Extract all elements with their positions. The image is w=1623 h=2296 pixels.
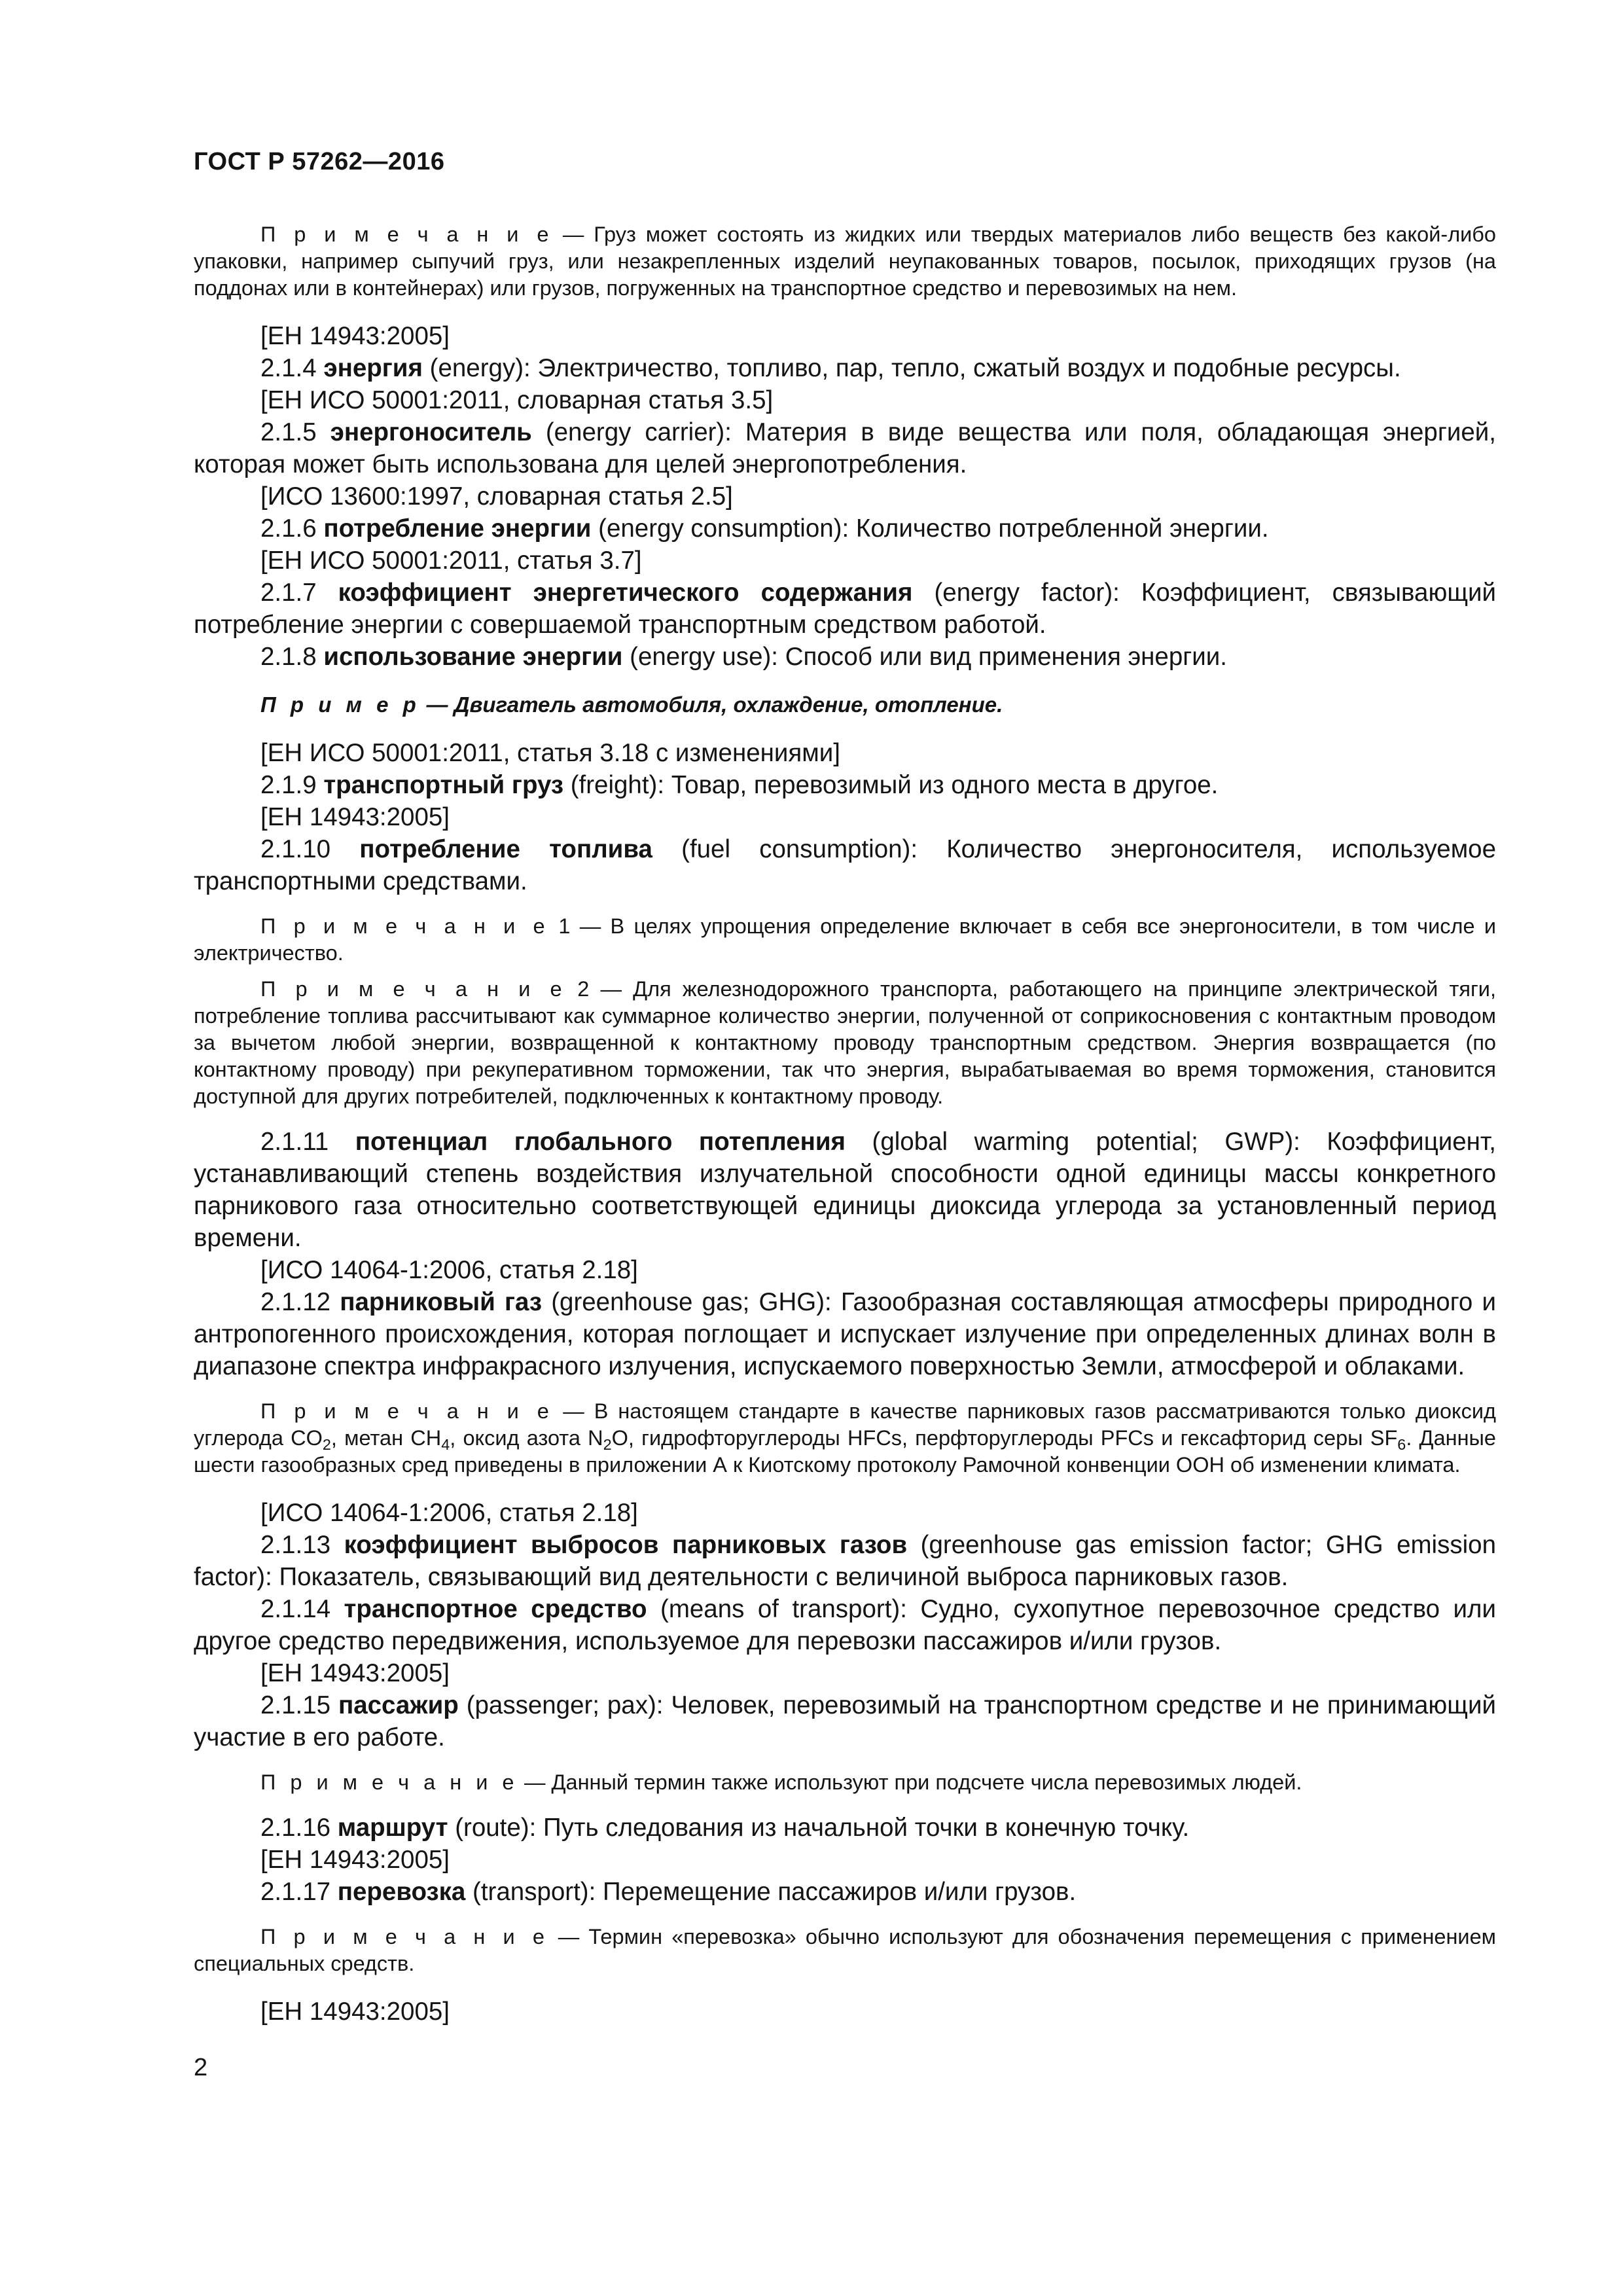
term-name: энергоноситель xyxy=(330,418,532,446)
term-definition: (energy consumption): Количество потребленной энергии. xyxy=(591,514,1269,543)
term-2-1-4 xyxy=(194,352,1496,384)
term-name: перевозка xyxy=(337,1878,466,1906)
term-name: пассажир xyxy=(338,1691,459,1719)
term-number: 2.1.17 xyxy=(260,1878,338,1906)
term-definition: (freight): Товар, перевозимый из одного места в другое. xyxy=(563,771,1219,799)
term-definition: (energy carrier): Материя в виде вещества или поля, обладающая энергией, которая может быть использована для целей энергопотребления. xyxy=(194,418,1496,478)
note-1 xyxy=(194,913,1496,967)
reference: [ИСО 14064-1:2006, статья 2.18] xyxy=(260,1256,638,1284)
term-number: 2.1.10 xyxy=(260,835,360,863)
note-text: 1 — В целях упрощения определение включает в себя все энергоносители, в том числе и электричество. xyxy=(194,914,1496,965)
term-number: 2.1.13 xyxy=(260,1531,344,1559)
note-text: . Данные шести газообразных сред приведены в приложении А к Киотскому протоколу Рамочной конвенции ООН об изменении климата. xyxy=(194,1426,1496,1477)
term-2-1-14 xyxy=(194,1593,1496,1657)
reference: [ЕН ИСО 50001:2011, статья 3.18 с изменениями] xyxy=(260,739,840,767)
term-name: транспортный груз xyxy=(323,771,563,799)
note-2 xyxy=(194,976,1496,1110)
term-definition: (route): Путь следования из начальной точки в конечную точку. xyxy=(448,1814,1190,1842)
term-definition: (energy factor): Коэффициент, связывающий потребление энергии с совершаемой транспортным средством работой. xyxy=(194,579,1497,639)
document-body xyxy=(194,221,1496,2028)
note-label: П р и м е ч а н и е xyxy=(260,977,567,1001)
reference: [ЕН 14943:2005] xyxy=(260,1846,450,1874)
note-text: — В настоящем стандарте в качестве парниковых газов рассматриваются только диоксид углерода CO xyxy=(194,1399,1496,1450)
term-name: потенциал глобального потепления xyxy=(355,1128,846,1156)
note-label: П р и м е ч а н и е xyxy=(260,1399,554,1423)
example-label: П р и м е р xyxy=(260,692,421,717)
term-definition: (global warming potential; GWP): Коэффициент, устанавливающий степень воздействия излучательной способности одной единицы массы конкретного парникового газа относительно соответствующей единицы диоксида углерода за установленный период времени. xyxy=(194,1128,1496,1252)
note-transport xyxy=(194,1924,1496,1977)
term-name: использование энергии xyxy=(323,643,623,671)
term-number: 2.1.16 xyxy=(260,1814,338,1842)
term-number: 2.1.11 xyxy=(260,1128,355,1156)
subscript: 2 xyxy=(322,1436,331,1454)
note-text: — Термин «перевозка» обычно используют для обозначения перемещения с применением специальных средств. xyxy=(194,1925,1496,1975)
term-name: парниковый газ xyxy=(340,1288,543,1316)
note-label: П р и м е ч а н и е xyxy=(260,914,550,938)
term-2-1-17 xyxy=(194,1876,1496,1908)
term-definition: (greenhouse gas; GHG): Газообразная составляющая атмосферы природного и антропогенного происхождения, которая поглощает и испускает излучение при определенных длинах волн в диапазоне спектра инфракрасного излучения, испускаемого поверхностью Земли, атмосферой и облаками. xyxy=(194,1288,1496,1380)
note-cargo xyxy=(194,221,1496,302)
note-label: П р и м е ч а н и е xyxy=(260,1770,518,1794)
document-header: ГОСТ Р 57262—2016 xyxy=(194,148,445,175)
reference: [ИСО 14064-1:2006, статья 2.18] xyxy=(260,1499,638,1527)
note-text: , оксид азота N xyxy=(450,1426,603,1450)
note-label: П р и м е ч а н и е xyxy=(260,223,553,246)
term-number: 2.1.6 xyxy=(260,514,324,543)
term-2-1-6 xyxy=(194,512,1496,545)
note-ghg xyxy=(194,1398,1496,1479)
reference: [ЕН ИСО 50001:2011, статья 3.7] xyxy=(260,547,642,575)
term-name: энергия xyxy=(323,354,423,382)
term-number: 2.1.15 xyxy=(260,1691,338,1719)
example-text: — Двигатель автомобиля, охлаждение, отопление. xyxy=(420,692,1003,717)
term-name: маршрут xyxy=(337,1814,448,1842)
subscript: 2 xyxy=(603,1436,612,1454)
reference: [ЕН 14943:2005] xyxy=(260,803,450,831)
note-text: — Груз может состоять из жидких или твердых материалов либо веществ без какой-либо упаковки, например сыпучий груз, или незакрепленных изделий неупакованных товаров, посылок, приходящих грузов (на поддонах или в контейнерах) или грузов, погруженных на транспортное средство и перевозимых на нем. xyxy=(194,223,1496,300)
term-definition: (passenger; pax): Человек, перевозимый на транспортном средстве и не принимающий участие в его работе. xyxy=(194,1691,1496,1751)
term-name: транспортное средство xyxy=(344,1595,647,1623)
reference: [ЕН 14943:2005] xyxy=(260,1998,450,2026)
subscript: 6 xyxy=(1397,1436,1406,1454)
term-2-1-12 xyxy=(194,1286,1496,1382)
term-name: потребление топлива xyxy=(359,835,652,863)
term-number: 2.1.8 xyxy=(260,643,324,671)
term-2-1-11 xyxy=(194,1126,1496,1254)
reference: [ЕН 14943:2005] xyxy=(260,322,450,350)
term-2-1-8 xyxy=(194,641,1496,673)
term-number: 2.1.12 xyxy=(260,1288,340,1316)
term-2-1-13 xyxy=(194,1529,1496,1593)
term-2-1-9 xyxy=(194,769,1496,801)
term-2-1-5 xyxy=(194,416,1496,480)
reference: [ЕН ИСО 50001:2011, словарная статья 3.5] xyxy=(260,386,774,414)
term-2-1-7 xyxy=(194,577,1496,641)
reference: [ИСО 13600:1997, словарная статья 2.5] xyxy=(260,482,733,511)
note-text: , метан CH xyxy=(330,1426,442,1450)
note-passenger xyxy=(194,1769,1496,1796)
page-number: 2 xyxy=(194,2054,208,2081)
term-definition: (transport): Перемещение пассажиров и/или грузов. xyxy=(465,1878,1077,1906)
term-definition: (fuel consumption): Количество энергоносителя, используемое транспортными средствами. xyxy=(194,835,1496,895)
term-name: коэффициент выбросов парниковых газов xyxy=(344,1531,908,1559)
term-name: потребление энергии xyxy=(323,514,592,543)
term-definition: (energy use): Способ или вид применения энергии. xyxy=(622,643,1227,671)
term-name: коэффициент энергетического содержания xyxy=(338,579,913,607)
term-number: 2.1.5 xyxy=(260,418,330,446)
note-text: O, гидрофторуглероды HFCs, перфторуглероды PFCs и гексафторид серы SF xyxy=(611,1426,1398,1450)
term-definition: (means of transport): Судно, сухопутное перевозочное средство или другое средство передвижения, используемое для перевозки пассажиров и/или грузов. xyxy=(194,1595,1496,1655)
term-2-1-16 xyxy=(194,1812,1496,1844)
note-text: — Данный термин также используют при подсчете числа перевозимых людей. xyxy=(518,1770,1302,1794)
reference: [ЕН 14943:2005] xyxy=(260,1659,450,1687)
term-2-1-15 xyxy=(194,1689,1496,1753)
note-text: 2 — Для железнодорожного транспорта, работающего на принципе электрической тяги, потребление топлива рассчитывают как суммарное количество энергии, полученной от соприкосновения с контактным проводом за вычетом любой энергии, возвращенной к контактному проводу транспортным средством. Энергия возвращается (по контактному проводу) при рекуперативном торможении, так что энергия, вырабатываемая во время торможения, становится доступной для других потребителей, подключенных к контактному проводу. xyxy=(194,977,1496,1108)
term-number: 2.1.7 xyxy=(260,579,338,607)
term-number: 2.1.9 xyxy=(260,771,324,799)
term-definition: (greenhouse gas emission factor; GHG emission factor): Показатель, связывающий вид деятельности с величиной выброса парниковых газов. xyxy=(194,1531,1496,1591)
subscript: 4 xyxy=(441,1436,450,1454)
term-2-1-10 xyxy=(194,833,1496,897)
note-label: П р и м е ч а н и е xyxy=(260,1925,549,1948)
term-number: 2.1.14 xyxy=(260,1595,344,1623)
example xyxy=(194,691,1496,719)
term-number: 2.1.4 xyxy=(260,354,324,382)
term-definition: (energy): Электричество, топливо, пар, тепло, сжатый воздух и подобные ресурсы. xyxy=(422,354,1401,382)
